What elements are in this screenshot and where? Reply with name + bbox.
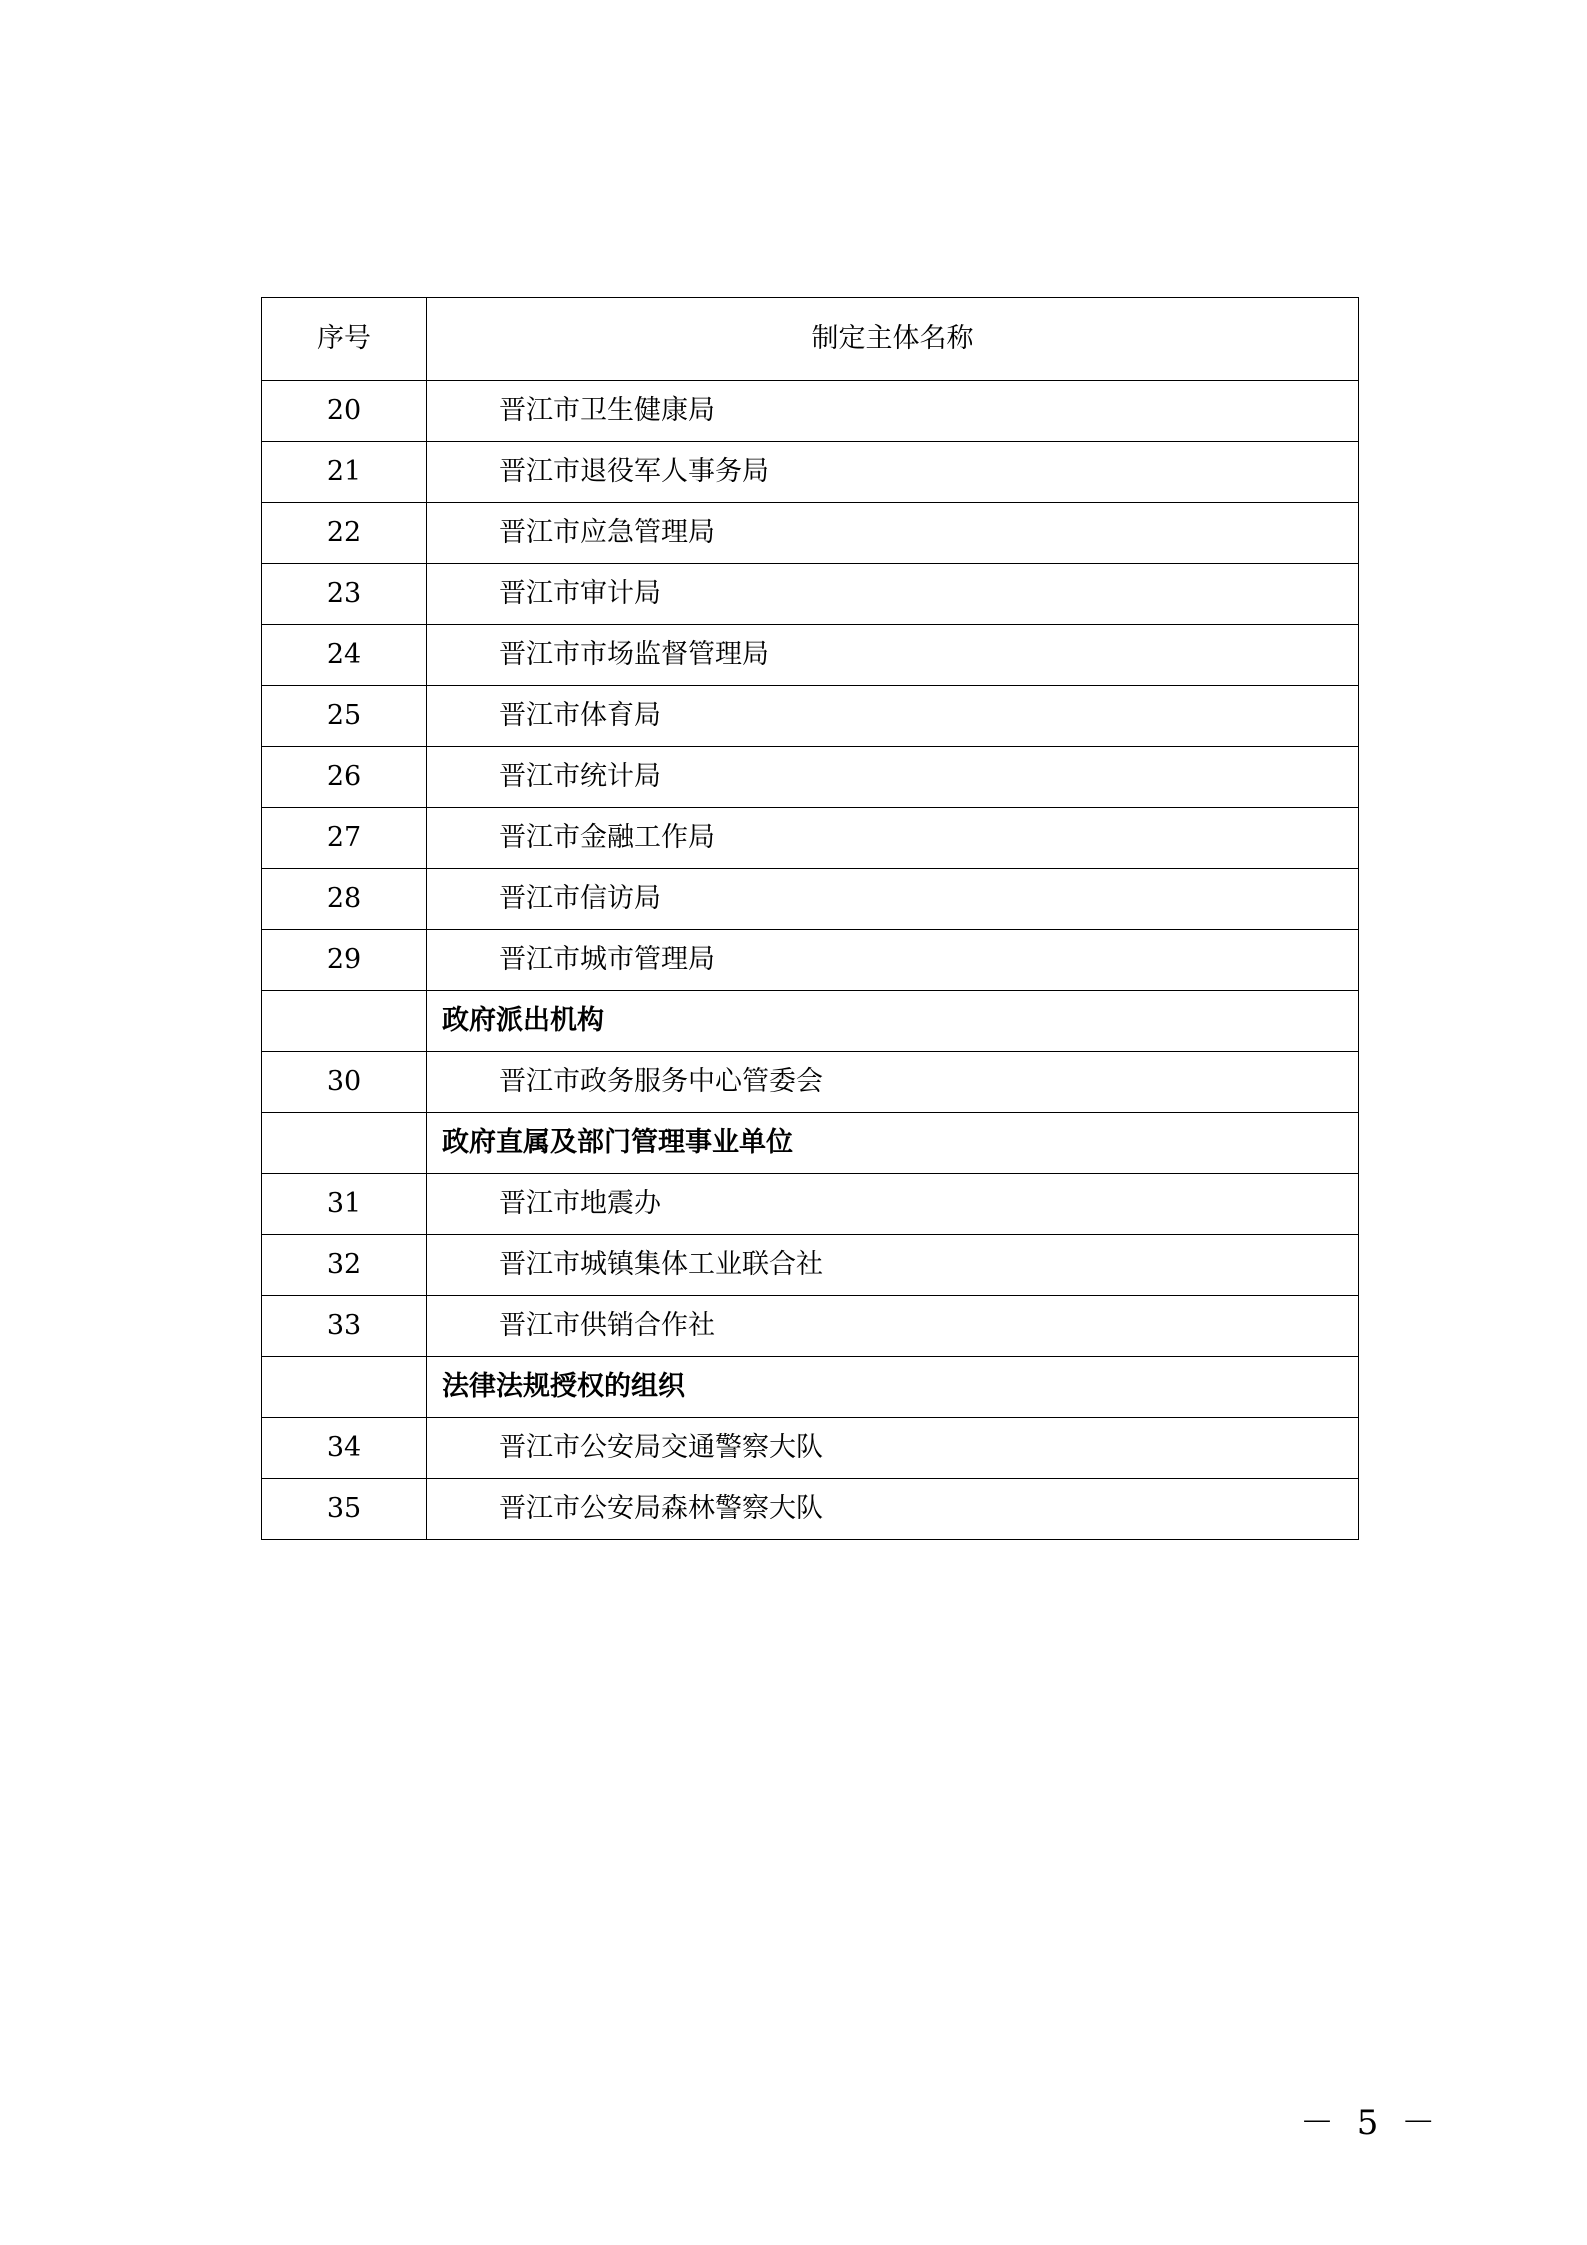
seq-cell — [262, 1113, 427, 1174]
seq-cell: 31 — [262, 1174, 427, 1235]
entity-table — [261, 297, 1359, 1540]
section-title: 政府派出机构 — [427, 991, 1359, 1052]
table-row — [262, 747, 1359, 808]
entity-name: 晋江市应急管理局 — [427, 503, 1359, 564]
table-row — [262, 930, 1359, 991]
section-row — [262, 1357, 1359, 1418]
seq-cell: 21 — [262, 442, 427, 503]
entity-name: 晋江市统计局 — [427, 747, 1359, 808]
seq-cell: 25 — [262, 686, 427, 747]
table-row — [262, 1052, 1359, 1113]
seq-cell: 27 — [262, 808, 427, 869]
entity-name: 晋江市卫生健康局 — [427, 381, 1359, 442]
section-title: 政府直属及部门管理事业单位 — [427, 1113, 1359, 1174]
entity-name: 晋江市体育局 — [427, 686, 1359, 747]
seq-cell — [262, 1357, 427, 1418]
seq-cell: 29 — [262, 930, 427, 991]
seq-cell: 32 — [262, 1235, 427, 1296]
entity-name: 晋江市公安局森林警察大队 — [427, 1479, 1359, 1540]
seq-cell: 20 — [262, 381, 427, 442]
seq-cell: 24 — [262, 625, 427, 686]
table-row — [262, 808, 1359, 869]
section-title: 法律法规授权的组织 — [427, 1357, 1359, 1418]
header-name: 制定主体名称 — [427, 298, 1359, 381]
page-number: － 5 － — [1300, 2103, 1442, 2143]
table-body — [262, 381, 1359, 1540]
seq-cell: 33 — [262, 1296, 427, 1357]
entity-name: 晋江市政务服务中心管委会 — [427, 1052, 1359, 1113]
seq-cell: 23 — [262, 564, 427, 625]
seq-cell: 34 — [262, 1418, 427, 1479]
table-row — [262, 442, 1359, 503]
entity-name: 晋江市金融工作局 — [427, 808, 1359, 869]
entity-name: 晋江市审计局 — [427, 564, 1359, 625]
table-row — [262, 686, 1359, 747]
seq-cell — [262, 991, 427, 1052]
table-row — [262, 1418, 1359, 1479]
entity-name: 晋江市城市管理局 — [427, 930, 1359, 991]
table-row — [262, 869, 1359, 930]
entity-name: 晋江市供销合作社 — [427, 1296, 1359, 1357]
seq-cell: 28 — [262, 869, 427, 930]
table-row — [262, 1479, 1359, 1540]
table-row — [262, 1174, 1359, 1235]
seq-cell: 26 — [262, 747, 427, 808]
table-row — [262, 381, 1359, 442]
table-row — [262, 625, 1359, 686]
table-row — [262, 1296, 1359, 1357]
table-row — [262, 503, 1359, 564]
seq-cell: 35 — [262, 1479, 427, 1540]
entity-name: 晋江市公安局交通警察大队 — [427, 1418, 1359, 1479]
entity-name: 晋江市退役军人事务局 — [427, 442, 1359, 503]
entity-name: 晋江市信访局 — [427, 869, 1359, 930]
seq-cell: 30 — [262, 1052, 427, 1113]
entity-name: 晋江市地震办 — [427, 1174, 1359, 1235]
header-seq: 序号 — [262, 298, 427, 381]
section-row — [262, 991, 1359, 1052]
section-row — [262, 1113, 1359, 1174]
table-row — [262, 564, 1359, 625]
entity-name: 晋江市市场监督管理局 — [427, 625, 1359, 686]
table-row — [262, 1235, 1359, 1296]
seq-cell: 22 — [262, 503, 427, 564]
entity-name: 晋江市城镇集体工业联合社 — [427, 1235, 1359, 1296]
table-header-row — [262, 298, 1359, 381]
